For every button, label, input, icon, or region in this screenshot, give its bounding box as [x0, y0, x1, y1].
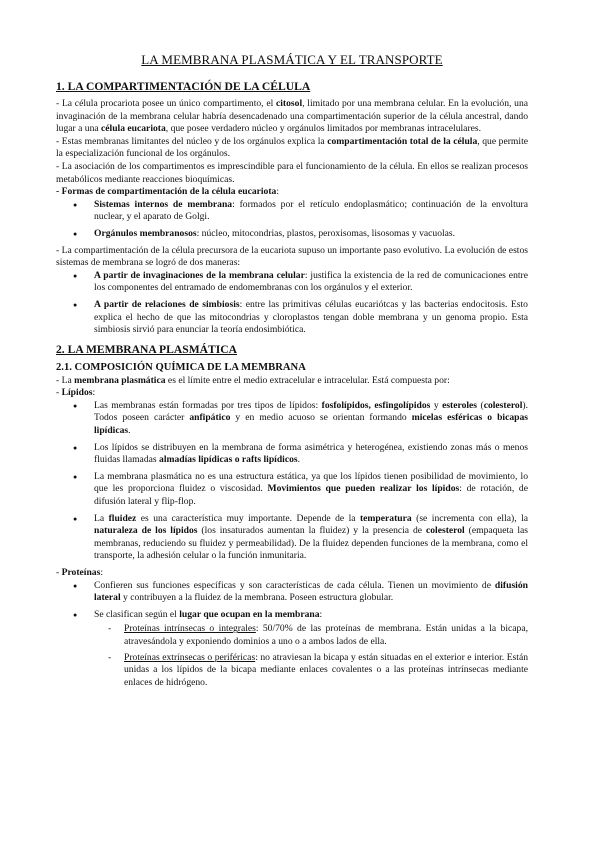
list-item: - Proteínas intrínsecas o integrales: 50/70% de las proteínas de membrana. Están unidas a la bicapa, atravesándola y exponiendo dominios a uno o a ambos lados de ella. [94, 623, 528, 648]
ways-list [56, 270, 528, 337]
paragraph-asociacion: - La asociación de los compartimentos es imprescindible para el funcionamiento de la célula. En ellos se realizan procesos metabólicos mediante reacciones bioquímicas. [56, 160, 528, 185]
proteinas-label: - Proteínas: [56, 567, 103, 578]
list-item: ● Sistemas internos de membrana: formados por el retículo endoplasmático; continuación de la envoltura nuclear, y el aparato de Golgi. [56, 199, 528, 224]
list-item: ● Se clasifican según el lugar que ocupan en la membrana: - Proteínas intrínsecas o integrales: 50/70% de las proteínas de membrana. Están unidas a la bicapa, atravesándola y exponiendo dominios a uno o a ambos lados de ella. - Proteínas extrínsecas o periféricas: no atraviesan la bicapa y están situadas en el exterior e interior. Están unidas a los lípidos de la bicapa mediante enlaces covalentes o a las proteínas intrínsecas mediante enlaces de hidrógeno. [56, 609, 528, 690]
list-item: ● A partir de relaciones de simbiosis: entre las primitivas células eucariótcas y las bacterias endocitosis. Esto explica el hecho de que las mitocondrias y cloroplastos tengan doble membrana y un genoma propio. Esta simbiosis sirvió para enunciar la teoría endosimbiótica. [56, 299, 528, 337]
list-item: ● La membrana plasmática no es una estructura estática, ya que los lípidos tienen posibilidad de movimiento, lo que les proporciona fluidez o viscosidad. Movimientos que pueden realizar los lípidos: de rotación, de difusión lateral y flip-flop. [56, 471, 528, 509]
document-title: LA MEMBRANA PLASMÁTICA Y EL TRANSPORTE [141, 52, 443, 67]
subsection-heading-composicion: 2.1. COMPOSICIÓN QUÍMICA DE LA MEMBRANA [56, 361, 306, 373]
paragraph-evolucion: - La compartimentación de la célula precursora de la eucariota supuso un importante paso evolutivo. La evolución de estos sistemas de membrana se logró de dos maneras: [56, 244, 528, 269]
forms-list [56, 199, 528, 241]
paragraph-membranas-limitantes: - Estas membranas limitantes del núcleo y de los orgánulos explica la compartimentación total de la célula, que permite la especialización funcional de los orgánulos. [56, 135, 528, 160]
list-item: ● A partir de invaginaciones de la membrana celular: justifica la existencia de la red de comunicaciones entre los componentes del entramado de endomembranas con los orgánulos y el exterior. [56, 270, 528, 295]
proteinas-types-list [94, 623, 528, 689]
document-page [56, 52, 528, 693]
section-heading-membrana: 2. LA MEMBRANA PLASMÁTICA [56, 342, 237, 356]
paragraph-membrana-intro: - La membrana plasmática es el límite entre el medio extracelular e intracelular. Está compuesta por: [56, 374, 450, 386]
list-item: ● La fluidez es una característica muy importante. Depende de la temperatura (se incrementa con ella), la naturaleza de los lípidos (los insaturados aumentan la fluidez) y la presencia de colesterol (empaqueta las membranas, reduciendo su fluidez y permeabilidad). De la fluidez dependen funciones de la membrana, como el transporte, la adhesión celular o la función inmunitaria. [56, 513, 528, 563]
list-item: ● Los lípidos se distribuyen en la membrana de forma asimétrica y heterogénea, existiendo zonas más o menos fluidas llamadas almadías lipídicas o rafts lipídicos. [56, 442, 528, 467]
lipidos-list [56, 400, 528, 563]
list-item: ● Orgánulos membranosos: núcleo, mitocondrias, plastos, peroxisomas, lisosomas y vacuolas. [56, 228, 528, 241]
lipidos-label: - Lípidos: [56, 387, 96, 399]
paragraph-procariota: - La célula procariota posee un único compartimento, el citosol, limitado por una membrana celular. En la evolución, una invaginación de la membrana celular habría desencadenado una compartimentación superior de la célula ancestral, dando lugar a una célula eucariota, que posee verdadero núcleo y orgánulos limitados por membranas intracelulares. [56, 98, 528, 135]
list-item: ● Confieren sus funciones específicas y son características de cada célula. Tienen un movimiento de difusión lateral y contribuyen a la fluidez de la membrana. Poseen estructura globular. [56, 580, 528, 605]
proteinas-list [56, 580, 528, 690]
list-item: ● Las membranas están formadas por tres tipos de lípidos: fosfolípidos, esfingolípidos y esteroles (colesterol). Todos poseen carácter anfipático y en medio acuoso se orientan formando micelas esféricas o bicapas lipídicas. [56, 400, 528, 438]
paragraph-formas-label: - Formas de compartimentación de la célula eucariota: [56, 186, 280, 198]
list-item: - Proteínas extrínsecas o periféricas: no atraviesan la bicapa y están situadas en el exterior e interior. Están unidas a los lípidos de la bicapa mediante enlaces covalentes o a las proteínas intrínsecas mediante enlaces de hidrógeno. [94, 652, 528, 690]
section-heading-compartimentacion: 1. LA COMPARTIMENTACIÓN DE LA CÉLULA [56, 80, 311, 93]
